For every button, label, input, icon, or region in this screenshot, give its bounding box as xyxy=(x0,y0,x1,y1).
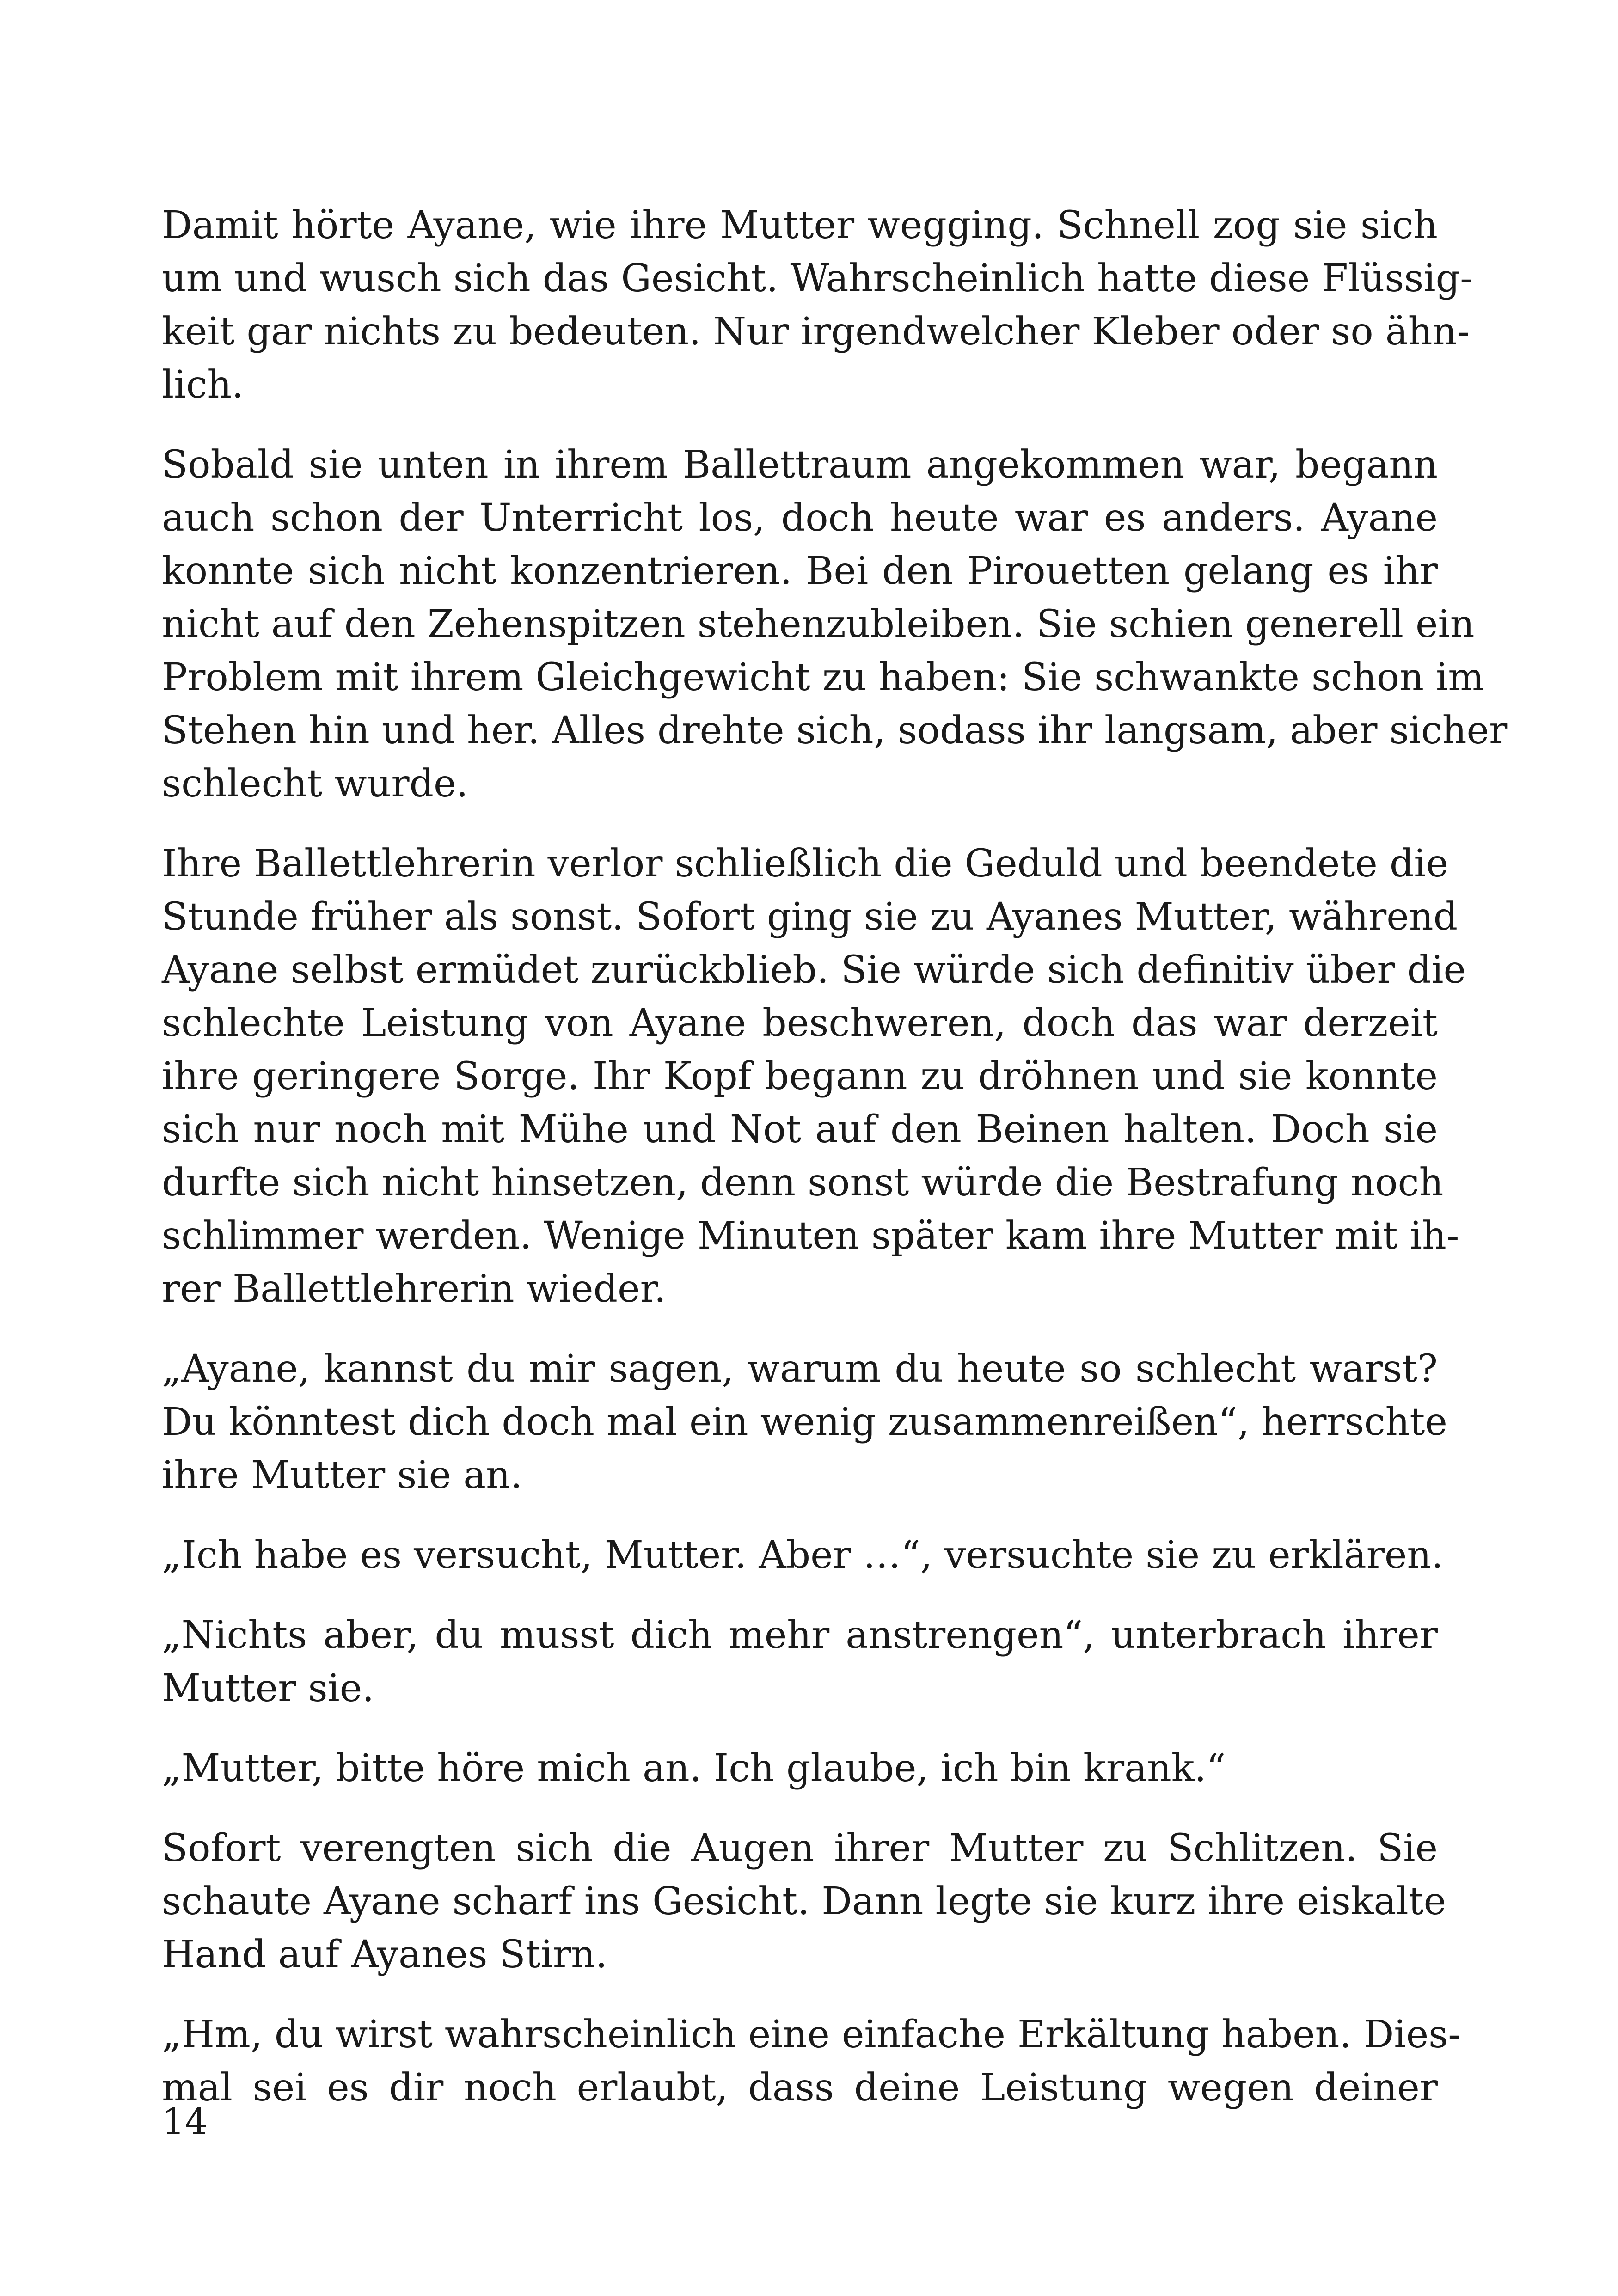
text-line: ihre geringere Sorge. Ihr Kopf begann zu dröhnen und sie konnte xyxy=(162,1054,1438,1098)
paragraph xyxy=(162,1822,1446,1981)
text-line: Damit hörte Ayane, wie ihre Mutter wegging. Schnell zog sie sich xyxy=(162,203,1438,247)
text-line: Ihre Ballettlehrerin verlor schließlich die Geduld und beendete die xyxy=(162,842,1449,886)
text-line: konnte sich nicht konzentrieren. Bei den Pirouetten gelang es ihr xyxy=(162,549,1438,593)
text-line: Stunde früher als sonst. Sofort ging sie zu Ayanes Mutter, während xyxy=(162,895,1458,939)
text-line: lich. xyxy=(162,363,244,407)
text-line: „Hm, du wirst wahrscheinlich eine einfache Erkältung haben. Dies- xyxy=(162,2013,1461,2057)
text-line: Mutter sie. xyxy=(162,1666,374,1710)
text-line: „Ayane, kannst du mir sagen, warum du heute so schlecht warst? xyxy=(162,1347,1438,1391)
text-line: auch schon der Unterricht los, doch heute war es anders. Ayane xyxy=(162,496,1438,540)
body-text xyxy=(162,199,1508,2114)
paragraph xyxy=(162,1742,1438,1795)
text-line: durfte sich nicht hinsetzen, denn sonst würde die Bestrafung noch xyxy=(162,1161,1444,1205)
text-line: ihre Mutter sie an. xyxy=(162,1453,522,1497)
text-line: „Nichts aber, du musst dich mehr anstrengen“, unterbrach ihrer xyxy=(162,1613,1438,1657)
paragraph xyxy=(162,837,1466,1316)
paragraph-gap xyxy=(162,1502,1438,1529)
text-line: Du könntest dich doch mal ein wenig zusammenreißen“, herrschte xyxy=(162,1400,1447,1444)
paragraph-gap xyxy=(162,411,1438,438)
text-line: Sobald sie unten in ihrem Ballettraum angekommen war, begann xyxy=(162,443,1438,487)
text-line: Ayane selbst ermüdet zurückblieb. Sie würde sich definitiv über die xyxy=(162,948,1466,992)
text-line: rer Ballettlehrerin wieder. xyxy=(162,1267,666,1311)
paragraph-gap xyxy=(162,1582,1438,1609)
text-line: schaute Ayane scharf ins Gesicht. Dann legte sie kurz ihre eiskalte xyxy=(162,1880,1446,1923)
paragraph xyxy=(162,2008,1461,2114)
paragraph xyxy=(162,1529,1444,1582)
text-line: Sofort verengten sich die Augen ihrer Mutter zu Schlitzen. Sie xyxy=(162,1826,1438,1870)
paragraph-gap xyxy=(162,1316,1438,1342)
paragraph xyxy=(162,1609,1438,1715)
paragraph-gap xyxy=(162,810,1438,837)
text-line: keit gar nichts zu bedeuten. Nur irgendwelcher Kleber oder so ähn- xyxy=(162,310,1470,354)
text-line: Stehen hin und her. Alles drehte sich, sodass ihr langsam, aber sicher xyxy=(162,709,1508,753)
paragraph-gap xyxy=(162,1795,1438,1822)
page-number: 14 xyxy=(162,2101,208,2143)
paragraph xyxy=(162,438,1508,810)
text-line: nicht auf den Zehenspitzen stehenzubleiben. Sie schien generell ein xyxy=(162,602,1475,646)
paragraph xyxy=(162,199,1473,411)
text-line: „Ich habe es versucht, Mutter. Aber …“, versuchte sie zu erklären. xyxy=(162,1533,1444,1577)
paragraph xyxy=(162,1342,1447,1502)
text-line: sich nur noch mit Mühe und Not auf den Beinen halten. Doch sie xyxy=(162,1108,1438,1151)
text-line: „Mutter, bitte höre mich an. Ich glaube, ich bin krank.“ xyxy=(162,1746,1226,1790)
text-line: um und wusch sich das Gesicht. Wahrscheinlich hatte diese Flüssig- xyxy=(162,257,1473,300)
paragraph-gap xyxy=(162,1981,1438,2008)
text-line: mal sei es dir noch erlaubt, dass deine Leistung wegen deiner xyxy=(162,2066,1438,2110)
paragraph-gap xyxy=(162,1715,1438,1742)
text-line: schlecht wurde. xyxy=(162,762,468,806)
text-line: Hand auf Ayanes Stirn. xyxy=(162,1933,607,1977)
text-line: schlimmer werden. Wenige Minuten später kam ihre Mutter mit ih- xyxy=(162,1214,1459,1258)
text-line: Problem mit ihrem Gleichgewicht zu haben: Sie schwankte schon im xyxy=(162,655,1484,699)
text-line: schlechte Leistung von Ayane beschweren, doch das war derzeit xyxy=(162,1001,1438,1045)
